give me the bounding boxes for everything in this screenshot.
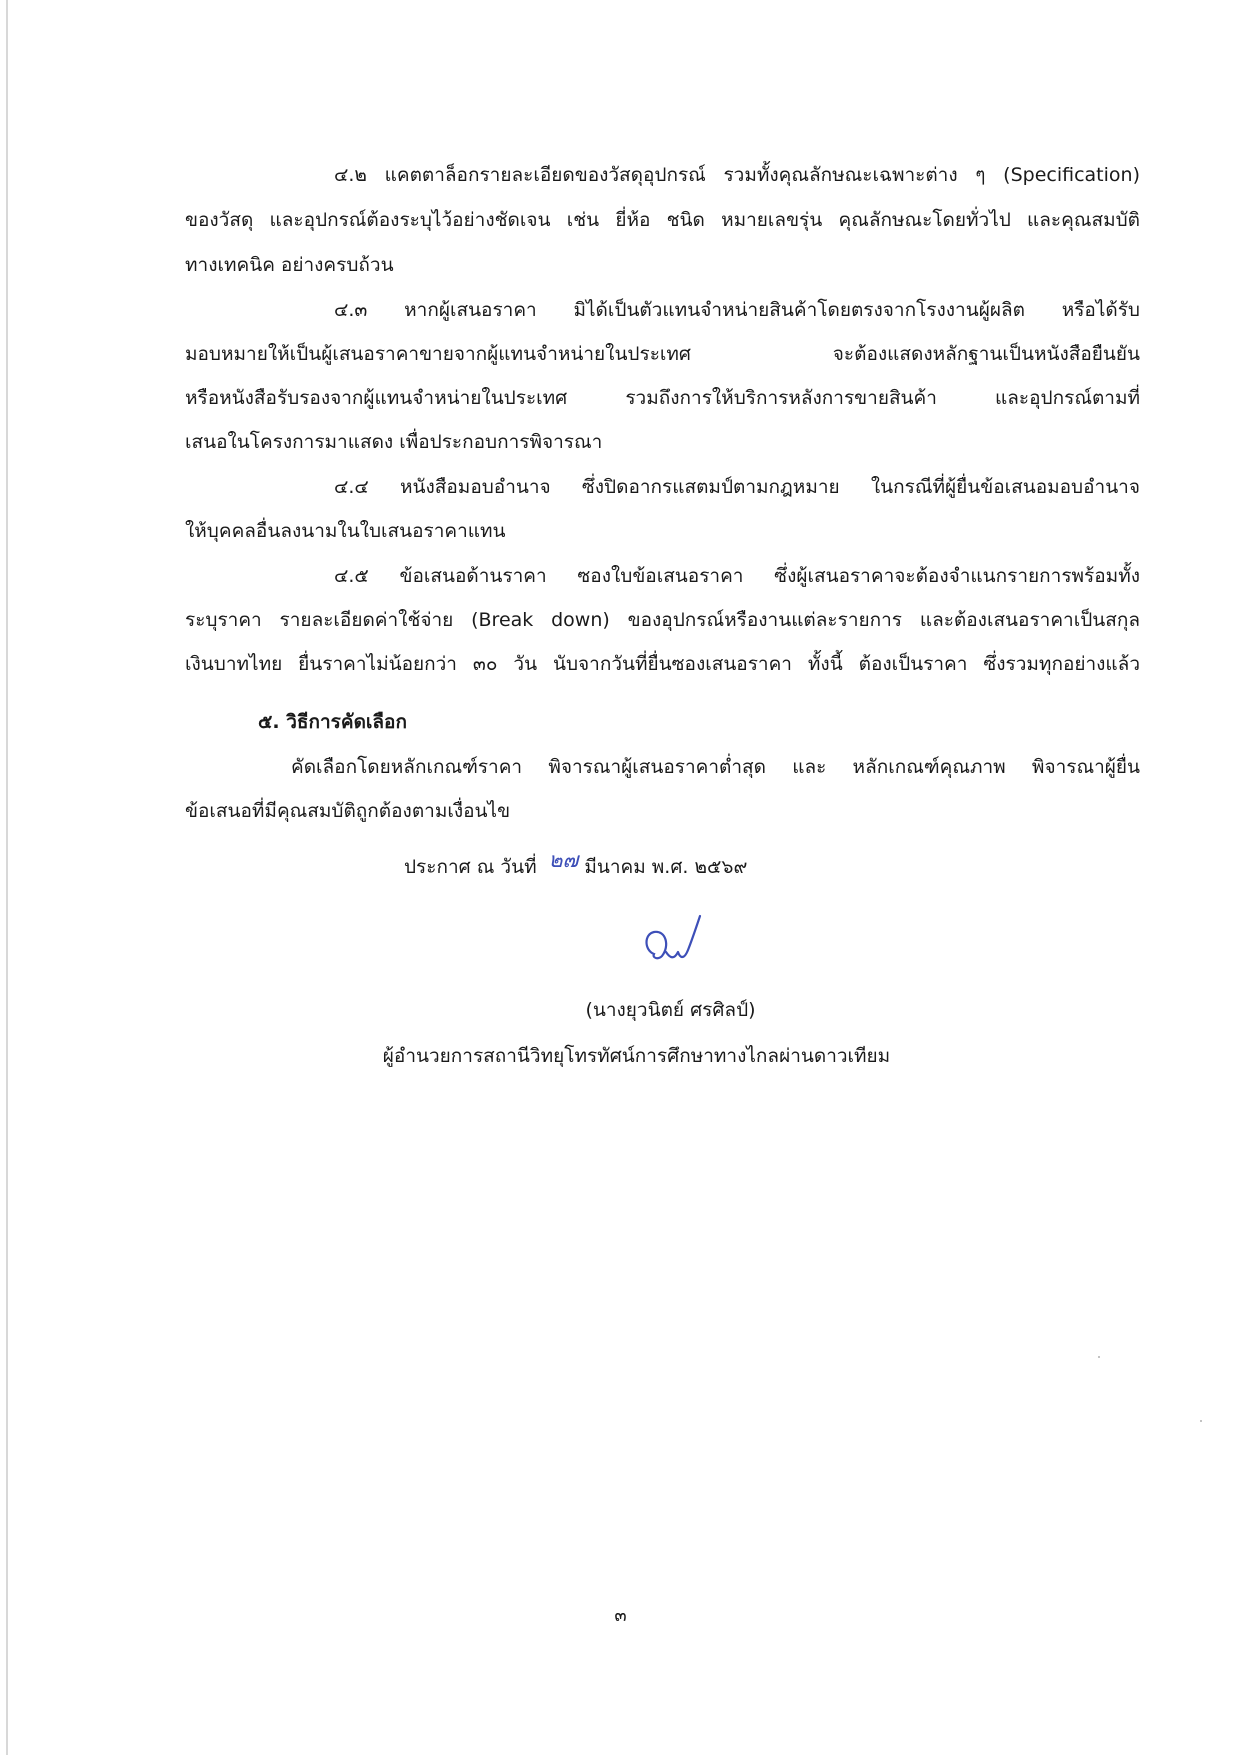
announcement-date [404, 848, 748, 882]
para-4-3-line-1: ๔.๓ หากผู้เสนอราคา มิได้เป็นตัวแทนจำหน่ายสินค้าโดยตรงจากโรงงานผู้ผลิต หรือได้รับ [334, 299, 1140, 321]
page-number: ๓ [614, 1605, 627, 1626]
section-5-heading: ๕. วิธีการคัดเลือก [258, 711, 407, 733]
section-5-line-1: คัดเลือกโดยหลักเกณฑ์ราคา พิจารณาผู้เสนอราคาต่ำสุด และ หลักเกณฑ์คุณภาพ พิจารณาผู้ยื่น [291, 756, 1140, 778]
announcement-prefix: ประกาศ ณ วันที่ [404, 856, 537, 878]
para-4-5-line-1: ๔.๕ ข้อเสนอด้านราคา ซองใบข้อเสนอราคา ซึ่งผู้เสนอราคาจะต้องจำแนกรายการพร้อมทั้ง [334, 565, 1140, 587]
para-4-4-line-2: ให้บุคคลอื่นลงนามในใบเสนอราคาแทน [185, 520, 506, 542]
para-4-2-line-3: ทางเทคนิค อย่างครบถ้วน [185, 254, 394, 276]
signatory-position: ผู้อำนวยการสถานีวิทยุโทรทัศน์การศึกษาทางไกลผ่านดาวเทียม [382, 1045, 891, 1067]
para-4-2-line-1: ๔.๒ แคตตาล็อกรายละเอียดของวัสดุอุปกรณ์ รวมทั้งคุณลักษณะเฉพาะต่าง ๆ (Specification) [334, 164, 1140, 186]
announcement-month-year: มีนาคม พ.ศ. ๒๕๖๙ [584, 856, 748, 878]
para-4-2-line-2: ของวัสดุ และอุปกรณ์ต้องระบุไว้อย่างชัดเจน เช่น ยี่ห้อ ชนิด หมายเลขรุ่น คุณลักษณะโดยทั่วไป และคุณสมบัติ [185, 209, 1140, 231]
section-5-line-2: ข้อเสนอที่มีคุณสมบัติถูกต้องตามเงื่อนไข [185, 800, 511, 822]
para-4-5-line-3: เงินบาทไทย ยื่นราคาไม่น้อยกว่า ๓๐ วัน นับจากวันที่ยื่นซองเสนอราคา ทั้งนี้ ต้องเป็นราคา ซึ่งรวมทุกอย่างแล้ว [185, 653, 1140, 675]
signature-mark [640, 912, 720, 982]
para-4-5-line-2: ระบุราคา รายละเอียดค่าใช้จ่าย (Break down) ของอุปกรณ์หรืองานแต่ละรายการ และต้องเสนอราคาเป็นสกุล [185, 609, 1140, 631]
scan-speck [1098, 1356, 1100, 1358]
announcement-day: ๒๗ [548, 848, 579, 872]
scan-speck [1200, 1420, 1202, 1422]
para-4-3-line-4: เสนอในโครงการมาแสดง เพื่อประกอบการพิจารณา [185, 431, 603, 453]
signatory-name: (นางยุวนิตย์ ศรศิลป์) [585, 999, 756, 1021]
para-4-4-line-1: ๔.๔ หนังสือมอบอำนาจ ซึ่งปิดอากรแสตมป์ตามกฎหมาย ในกรณีที่ผู้ยื่นข้อเสนอมอบอำนาจ [334, 476, 1140, 498]
para-4-3-line-3: หรือหนังสือรับรองจากผู้แทนจำหน่ายในประเทศ รวมถึงการให้บริการหลังการขายสินค้า และอุปกรณ์ตามที่ [185, 387, 1140, 409]
para-4-3-line-2: มอบหมายให้เป็นผู้เสนอราคาขายจากผู้แทนจำหน่ายในประเทศ จะต้องแสดงหลักฐานเป็นหนังสือยืนยัน [185, 343, 1140, 365]
